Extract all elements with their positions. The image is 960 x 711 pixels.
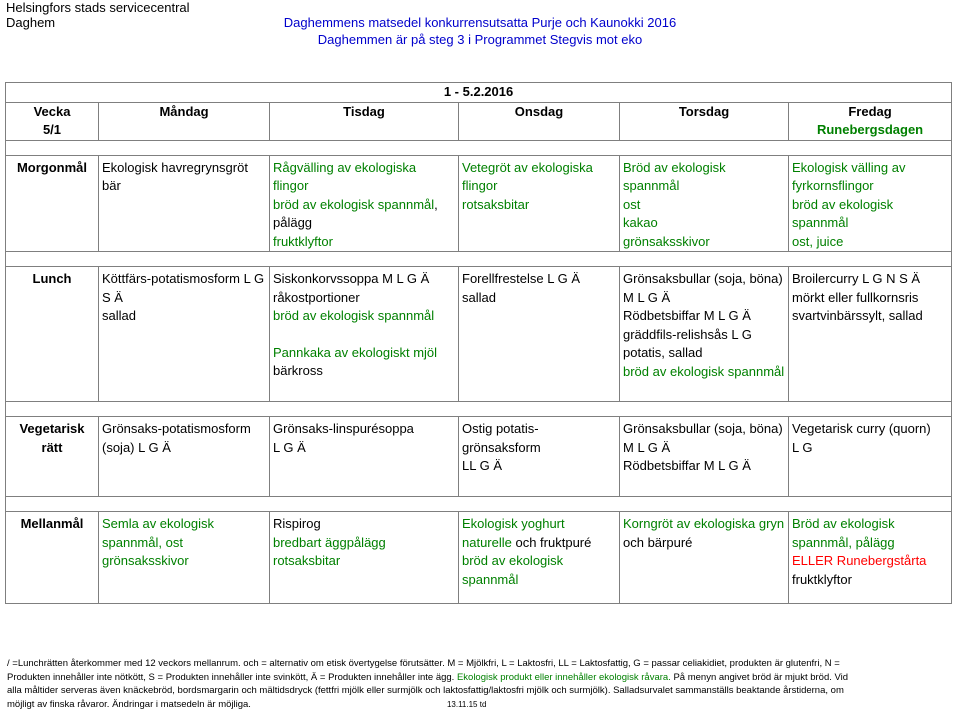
week-label: Vecka bbox=[33, 103, 71, 119]
footer-eco-note: Ekologisk produkt eller innehåller ekologisk råvara. bbox=[456, 671, 671, 683]
menu-item: Forellfrestelse L G Ä bbox=[462, 271, 581, 286]
row-label-breakfast: Morgonmål bbox=[6, 155, 99, 252]
menu-item-eco: rotsaksbitar bbox=[462, 196, 530, 212]
menu-item-eco: Bröd av ekologisk spannmål bbox=[623, 159, 726, 193]
row-gap bbox=[6, 252, 952, 267]
menu-item: L G bbox=[792, 439, 813, 455]
menu-item-eco: Rågvälling av ekologiska flingor bbox=[273, 159, 417, 193]
menu-row-lunch bbox=[6, 267, 952, 402]
menu-item: sallad bbox=[462, 289, 496, 305]
eco-text: Korngröt av ekologiska gryn bbox=[623, 516, 785, 531]
menu-item: (soja) L G Ä bbox=[102, 439, 171, 455]
snack-thursday bbox=[620, 512, 789, 604]
menu-item-eco: grönsaksskivor bbox=[102, 553, 189, 568]
breakfast-tuesday bbox=[270, 155, 459, 252]
menu-item-eco: bröd av ekologisk spannmål bbox=[462, 553, 564, 587]
breakfast-thursday bbox=[620, 155, 789, 252]
unit-name: Daghem bbox=[6, 15, 56, 30]
lunch-tuesday bbox=[270, 267, 459, 402]
footer-line: alla måltider serveras även knäckebröd, bordsmargarin och mältidsdryck (fettfri mjölk eller surmjölk och laktosfattig/laktosfri mjölk och surmjölk). Salladsurvalet sammanställs beaktande årstiderna, om bbox=[7, 685, 844, 696]
footer-text: På menyn angivet bröd är mjukt bröd. Vid bbox=[670, 671, 849, 683]
menu-item: Ekologisk havregrynsgröt bär bbox=[102, 159, 248, 193]
menu-row-breakfast bbox=[6, 155, 952, 252]
plain-text: , pålägg bbox=[848, 534, 895, 550]
footer-text: Produkten innehåller inte nötkött, S = Produkten innehåller inte svinkött, Ä = Produkten innehåller inte ägg. bbox=[7, 671, 457, 683]
menu-item: råkostportioner bbox=[273, 289, 360, 305]
week-number: 5/1 bbox=[42, 122, 62, 137]
menu-table bbox=[5, 82, 952, 604]
menu-item-eco: kakao bbox=[623, 215, 658, 230]
menu-item-eco: bröd av ekologisk spannmål bbox=[623, 363, 785, 379]
menu-item: sallad bbox=[102, 308, 136, 323]
menu-item-eco: bröd av ekologisk spannmål bbox=[792, 196, 894, 230]
plain-text: , pålägg bbox=[273, 196, 438, 230]
eco-text: bröd av ekologisk spannmål bbox=[273, 196, 435, 212]
menu-item-eco: bröd av ekologisk spannmål bbox=[273, 308, 435, 323]
menu-item: potatis, sallad bbox=[623, 345, 703, 360]
row-gap bbox=[6, 497, 952, 512]
menu-item: Grönsaksbullar (soja, böna) M L G Ä bbox=[623, 271, 783, 305]
eco-text: Bröd av ekologisk spannmål bbox=[792, 516, 895, 550]
veg-thursday bbox=[620, 417, 789, 497]
footer-line bbox=[7, 671, 951, 685]
document-header bbox=[0, 0, 960, 55]
menu-item bbox=[792, 515, 948, 552]
menu-item: Grönsaks-linspurésoppa bbox=[273, 421, 414, 436]
row-label-vegetarian: Vegetarisk rätt bbox=[6, 417, 99, 497]
row-label-snack: Mellanmål bbox=[6, 512, 99, 604]
veg-tuesday bbox=[270, 417, 459, 497]
plain-text: och fruktpuré bbox=[511, 534, 592, 550]
veg-monday bbox=[99, 417, 270, 497]
plain-text: och bärpuré bbox=[623, 534, 693, 550]
week-cell bbox=[6, 102, 99, 140]
menu-item: fruktklyftor bbox=[792, 571, 852, 587]
menu-item: Siskonkorvssoppa M L G Ä bbox=[273, 271, 430, 286]
lunch-thursday bbox=[620, 267, 789, 402]
plain-text: , ost bbox=[158, 534, 183, 550]
menu-title: Daghemmens matsedel konkurrensutsatta Purje och Kaunokki 2016 bbox=[283, 15, 677, 30]
menu-item: Rödbetsbiffar M L G Ä bbox=[623, 308, 751, 323]
menu-item-highlight: ELLER Runebergstårta bbox=[792, 553, 927, 568]
menu-item-eco: ost, juice bbox=[792, 233, 844, 249]
row-gap bbox=[6, 140, 952, 155]
day-header-tuesday: Tisdag bbox=[270, 102, 459, 140]
day-header-thursday: Torsdag bbox=[620, 102, 789, 140]
menu-item: Grönsaksbullar (soja, böna) M L G Ä bbox=[623, 421, 783, 455]
menu-item bbox=[273, 196, 455, 233]
snack-tuesday bbox=[270, 512, 459, 604]
menu-item-eco: bredbart äggpålägg bbox=[273, 534, 386, 550]
menu-item: svartvinbärssylt, sallad bbox=[792, 308, 923, 323]
breakfast-monday bbox=[99, 155, 270, 252]
menu-item: L G Ä bbox=[273, 439, 306, 455]
footer-text: möjligt av finska råvaror. Ändringar i matsedeln är möjliga. bbox=[7, 698, 251, 710]
menu-item: Vegetarisk curry (quorn) bbox=[792, 421, 931, 436]
footer-notes bbox=[7, 657, 951, 711]
spacer bbox=[273, 326, 455, 344]
menu-item-eco: Pannkaka av ekologiskt mjöl bbox=[273, 344, 438, 360]
eco-text: Ekologisk yoghurt naturelle bbox=[462, 516, 565, 550]
breakfast-wednesday bbox=[459, 155, 620, 252]
menu-item-eco: Ekologisk välling av fyrkornsflingor bbox=[792, 159, 906, 193]
menu-item bbox=[102, 515, 266, 552]
breakfast-friday bbox=[789, 155, 952, 252]
lunch-friday bbox=[789, 267, 952, 402]
snack-monday bbox=[99, 512, 270, 604]
menu-item-eco: Vetegröt av ekologiska flingor bbox=[462, 159, 593, 193]
organization-name: Helsingfors stads servicecentral bbox=[6, 0, 190, 15]
menu-subtitle: Daghemmen är på steg 3 i Programmet Stegvis mot eko bbox=[317, 32, 643, 47]
week-date-range: 1 - 5.2.2016 bbox=[6, 83, 952, 103]
snack-wednesday bbox=[459, 512, 620, 604]
friday-label: Fredag bbox=[848, 103, 892, 119]
snack-friday bbox=[789, 512, 952, 604]
lunch-monday bbox=[99, 267, 270, 402]
menu-item: mörkt eller fullkornsris bbox=[792, 289, 919, 305]
day-header-wednesday: Onsdag bbox=[459, 102, 620, 140]
eco-text: Semla av ekologisk spannmål bbox=[102, 516, 214, 550]
menu-item: Broilercurry L G N S Ä bbox=[792, 271, 921, 286]
menu-item-eco: ost bbox=[623, 196, 641, 212]
lunch-wednesday bbox=[459, 267, 620, 402]
footer-line: / =Lunchrätten återkommer med 12 veckors mellanrum. och = alternativ om etisk övertygelse förutsätter. M = Mjölkfri, L = Laktosfri, LL = Laktosfattig, G = passar celiakidiet, produkten är glutenfri, N = bbox=[7, 658, 840, 669]
menu-item-eco: fruktklyftor bbox=[273, 233, 333, 249]
menu-item bbox=[623, 515, 785, 552]
row-label-lunch: Lunch bbox=[6, 267, 99, 402]
menu-item: gräddfils-relishsås L G bbox=[623, 326, 752, 342]
version-tag: 13.11.15 td bbox=[446, 699, 487, 709]
days-header-row bbox=[6, 102, 952, 140]
day-header-monday: Måndag bbox=[99, 102, 270, 140]
day-header-friday bbox=[789, 102, 952, 140]
menu-item: LL G Ä bbox=[462, 458, 502, 473]
veg-friday bbox=[789, 417, 952, 497]
row-gap bbox=[6, 402, 952, 417]
menu-row-snack bbox=[6, 512, 952, 604]
footer-line bbox=[7, 698, 951, 711]
menu-row-vegetarian bbox=[6, 417, 952, 497]
menu-item: Ostig potatis-grönsaksform bbox=[462, 421, 541, 455]
menu-item bbox=[462, 515, 616, 552]
menu-item: Köttfärs-potatismosform L G S Ä bbox=[102, 271, 265, 305]
veg-wednesday bbox=[459, 417, 620, 497]
menu-item-eco: grönsaksskivor bbox=[623, 233, 710, 249]
friday-note: Runebergsdagen bbox=[816, 122, 924, 137]
menu-item: Rispirog bbox=[273, 516, 321, 531]
menu-item: Rödbetsbiffar M L G Ä bbox=[623, 458, 751, 473]
menu-item: Grönsaks-potatismosform bbox=[102, 421, 251, 436]
menu-item: bärkross bbox=[273, 363, 323, 378]
menu-item-eco: rotsaksbitar bbox=[273, 553, 341, 568]
